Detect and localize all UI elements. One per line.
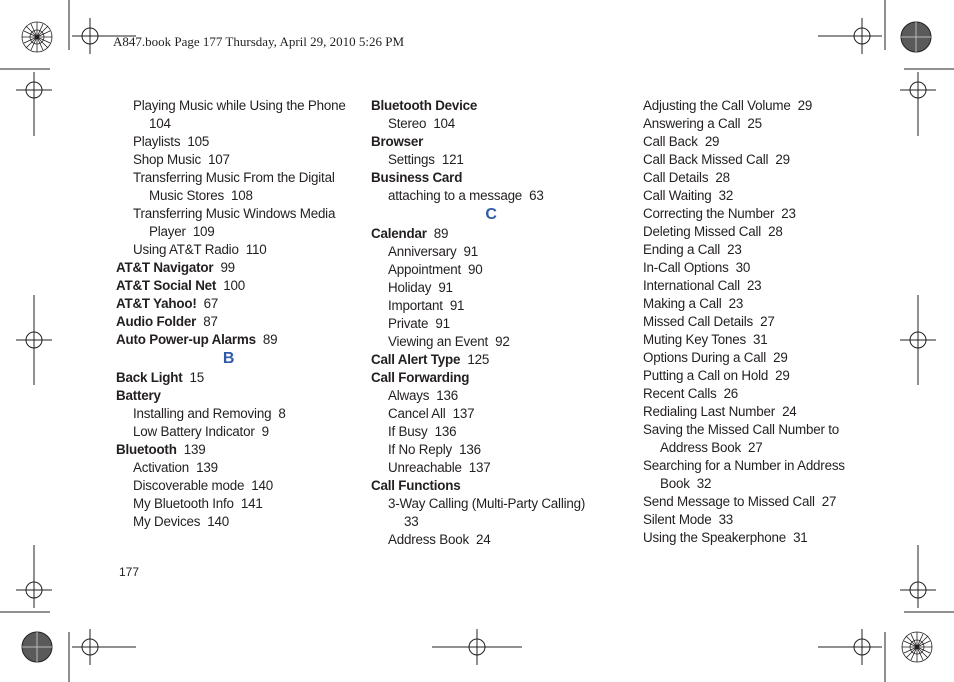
section-letter: C xyxy=(485,206,497,223)
page-number: 177 xyxy=(119,565,140,579)
index-term: Always xyxy=(388,388,430,403)
index-entry xyxy=(116,133,341,151)
index-term: Playlists xyxy=(133,134,181,149)
index-term: Book xyxy=(660,476,690,491)
index-page-ref: 67 xyxy=(203,296,219,311)
index-entry xyxy=(643,457,883,475)
index-term: Saving the Missed Call Number to xyxy=(643,422,840,437)
index-term: Recent Calls xyxy=(643,386,717,401)
index-term: Installing and Removing xyxy=(133,406,272,421)
index-entry xyxy=(643,403,883,421)
section-letter: B xyxy=(222,350,235,367)
index-term: Call Functions xyxy=(371,478,461,493)
index-page-ref: 29 xyxy=(704,134,720,149)
index-page-ref: 109 xyxy=(192,224,215,239)
index-entry xyxy=(643,385,883,403)
index-page-ref: 140 xyxy=(207,514,229,529)
index-term: Music Stores xyxy=(149,188,224,203)
index-term: Appointment xyxy=(388,262,461,277)
index-entry xyxy=(116,241,341,259)
index-term: Business Card xyxy=(371,170,463,185)
index-entry xyxy=(116,313,341,331)
index-term: Missed Call Details xyxy=(643,314,754,329)
index-term: Battery xyxy=(116,388,161,403)
index-term: AT&T Navigator xyxy=(116,260,214,275)
index-page-ref: 32 xyxy=(718,188,734,203)
index-term: Putting a Call on Hold xyxy=(643,368,769,383)
index-entry xyxy=(116,187,341,205)
index-term: Bluetooth Device xyxy=(371,98,478,113)
index-page-ref: 92 xyxy=(495,334,510,349)
index-page-ref: 23 xyxy=(727,242,742,257)
index-entry xyxy=(643,205,883,223)
index-term: Call Details xyxy=(643,170,709,185)
index-entry xyxy=(116,205,341,223)
index-page-ref: 87 xyxy=(203,314,218,329)
index-term: In-Call Options xyxy=(643,260,729,275)
index-page-ref: 121 xyxy=(441,152,464,167)
index-term: Viewing an Event xyxy=(388,334,489,349)
index-page-ref: 141 xyxy=(240,496,263,511)
index-page-ref: 31 xyxy=(753,332,768,347)
index-entry xyxy=(371,387,611,405)
index-entry xyxy=(371,495,611,513)
index-page-ref: 23 xyxy=(781,206,796,221)
index-page-ref: 9 xyxy=(261,424,269,439)
index-page-ref: 30 xyxy=(735,260,751,275)
index-term: Address Book xyxy=(660,440,741,455)
index-term: Correcting the Number xyxy=(643,206,775,221)
index-term: Anniversary xyxy=(388,244,457,259)
index-term: 33 xyxy=(404,514,419,529)
index-term: Unreachable xyxy=(388,460,462,475)
index-term: Shop Music xyxy=(133,152,201,167)
index-entry xyxy=(116,295,341,313)
index-entry xyxy=(371,225,611,243)
index-entry xyxy=(643,295,883,313)
index-term: 3-Way Calling (Multi-Party Calling) xyxy=(388,496,586,511)
index-term: Options During a Call xyxy=(643,350,767,365)
index-entry xyxy=(371,441,611,459)
index-entry xyxy=(371,151,611,169)
index-entry xyxy=(643,277,883,295)
index-entry xyxy=(371,315,611,333)
index-page-ref: 27 xyxy=(760,314,775,329)
index-entry xyxy=(643,421,883,439)
index-term: Browser xyxy=(371,134,424,149)
index-term: Stereo xyxy=(388,116,427,131)
index-entry xyxy=(643,529,883,547)
index-page-ref: 104 xyxy=(433,116,456,131)
index-entry xyxy=(116,513,341,531)
index-column-3 xyxy=(643,97,883,547)
index-term: Transferring Music Windows Media xyxy=(133,206,336,221)
index-page-ref: 136 xyxy=(434,424,457,439)
index-page-ref: 32 xyxy=(696,476,712,491)
index-page-ref: 91 xyxy=(438,280,453,295)
index-term: Discoverable mode xyxy=(133,478,245,493)
index-entry xyxy=(116,97,346,115)
index-entry xyxy=(643,475,883,493)
index-entry xyxy=(116,169,341,187)
index-entry xyxy=(643,493,883,511)
index-page-ref: 23 xyxy=(728,296,744,311)
index-page-ref: 107 xyxy=(208,152,230,167)
index-term: AT&T Social Net xyxy=(116,278,217,293)
index-term: Using the Speakerphone xyxy=(643,530,787,545)
index-entry xyxy=(371,169,611,187)
index-term: Address Book xyxy=(388,532,469,547)
index-page-ref: 139 xyxy=(183,442,206,457)
index-term: My Bluetooth Info xyxy=(133,496,234,511)
index-page-ref: 31 xyxy=(793,530,808,545)
index-entry xyxy=(371,115,611,133)
index-term: If Busy xyxy=(388,424,428,439)
index-page-ref: 25 xyxy=(747,116,762,131)
index-term: Transferring Music From the Digital xyxy=(133,170,335,185)
index-term: Searching for a Number in Address xyxy=(643,458,845,473)
index-term: Low Battery Indicator xyxy=(133,424,255,439)
index-page-ref: 24 xyxy=(782,404,797,419)
index-entry xyxy=(116,387,341,405)
index-term: Call Forwarding xyxy=(371,370,470,385)
index-page-ref: 137 xyxy=(452,406,475,421)
index-page-ref: 26 xyxy=(723,386,739,401)
index-entry xyxy=(371,97,611,115)
index-term: Silent Mode xyxy=(643,512,712,527)
index-page-ref: 29 xyxy=(775,152,790,167)
index-term: Call Waiting xyxy=(643,188,712,203)
index-entry xyxy=(643,133,883,151)
index-entry xyxy=(116,495,341,513)
index-term: If No Reply xyxy=(388,442,453,457)
index-page-ref: 90 xyxy=(468,262,483,277)
index-entry xyxy=(371,261,611,279)
index-page-ref: 91 xyxy=(463,244,479,259)
index-entry xyxy=(371,351,611,369)
index-entry xyxy=(371,187,611,205)
index-term: Holiday xyxy=(388,280,432,295)
index-entry xyxy=(643,169,883,187)
index-term: Answering a Call xyxy=(643,116,741,131)
index-term: Private xyxy=(388,316,429,331)
index-term: Making a Call xyxy=(643,296,722,311)
index-page-ref: 29 xyxy=(773,350,788,365)
index-page-ref: 28 xyxy=(768,224,783,239)
index-entry xyxy=(116,459,341,477)
index-entry xyxy=(116,405,341,423)
index-page-ref: 29 xyxy=(797,98,813,113)
index-term: Deleting Missed Call xyxy=(643,224,762,239)
index-column-2 xyxy=(371,97,611,549)
index-term: Audio Folder xyxy=(116,314,197,329)
index-page-ref: 110 xyxy=(245,242,267,257)
index-entry xyxy=(116,477,341,495)
index-column-1 xyxy=(116,97,346,531)
index-term: Adjusting the Call Volume xyxy=(643,98,791,113)
index-term: Activation xyxy=(133,460,190,475)
index-term: My Devices xyxy=(133,514,201,529)
index-entry xyxy=(116,259,341,277)
index-term: Redialing Last Number xyxy=(643,404,776,419)
index-page-ref: 24 xyxy=(476,532,491,547)
index-entry xyxy=(371,297,611,315)
index-entry xyxy=(116,115,341,133)
index-entry xyxy=(116,441,341,459)
index-entry xyxy=(643,259,883,277)
index-page-ref: 91 xyxy=(449,298,465,313)
index-entry xyxy=(116,331,341,349)
index-term: Bluetooth xyxy=(116,442,177,457)
index-page-ref: 136 xyxy=(436,388,459,403)
index-term: International Call xyxy=(643,278,740,293)
index-entry xyxy=(371,459,611,477)
index-page-ref: 139 xyxy=(196,460,218,475)
index-entry xyxy=(643,349,883,367)
index-page-ref: 27 xyxy=(748,440,763,455)
index-entry xyxy=(643,331,883,349)
index-entry xyxy=(116,369,341,387)
index-term: Call Back xyxy=(643,134,698,149)
index-term: Using AT&T Radio xyxy=(133,242,239,257)
index-page-ref: 91 xyxy=(435,316,450,331)
index-page-ref: 8 xyxy=(278,406,286,421)
index-term: attaching to a message xyxy=(388,188,523,203)
index-page-ref: 23 xyxy=(746,278,762,293)
index-page-ref: 125 xyxy=(467,352,490,367)
index-entry xyxy=(643,313,883,331)
index-term: Cancel All xyxy=(388,406,446,421)
index-term: Muting Key Tones xyxy=(643,332,746,347)
index-page-ref: 140 xyxy=(251,478,274,493)
index-entry xyxy=(371,531,611,549)
index-term: Player xyxy=(149,224,186,239)
index-term: Back Light xyxy=(116,370,183,385)
index-term: Settings xyxy=(388,152,435,167)
index-entry xyxy=(643,187,883,205)
index-page-ref: 15 xyxy=(189,370,204,385)
index-entry xyxy=(371,477,611,495)
index-term: 104 xyxy=(149,116,171,131)
index-page-ref: 137 xyxy=(468,460,491,475)
index-entry xyxy=(643,223,883,241)
index-term: Auto Power-up Alarms xyxy=(116,332,256,347)
index-entry xyxy=(116,223,341,241)
index-page-ref: 108 xyxy=(231,188,253,203)
index-term: Send Message to Missed Call xyxy=(643,494,815,509)
index-entry xyxy=(643,97,883,115)
index-term: Ending a Call xyxy=(643,242,721,257)
index-entry xyxy=(371,133,611,151)
index-entry xyxy=(371,333,611,351)
index-entry xyxy=(116,151,341,169)
index-term: Playing Music while Using the Phone xyxy=(133,98,346,113)
index-term: AT&T Yahoo! xyxy=(116,296,197,311)
index-entry xyxy=(643,241,883,259)
index-page-ref: 89 xyxy=(433,226,449,241)
index-page-ref: 89 xyxy=(262,332,278,347)
index-entry xyxy=(371,405,611,423)
index-term: Call Alert Type xyxy=(371,352,461,367)
index-entry xyxy=(116,277,341,295)
index-entry xyxy=(371,423,611,441)
index-entry xyxy=(371,279,611,297)
index-entry xyxy=(371,369,611,387)
index-page-ref: 27 xyxy=(821,494,837,509)
index-entry xyxy=(643,367,883,385)
index-page-ref: 99 xyxy=(220,260,235,275)
index-entry xyxy=(371,243,611,261)
index-page-ref: 28 xyxy=(715,170,730,185)
index-entry xyxy=(643,115,883,133)
index-term: Important xyxy=(388,298,443,313)
index-page-ref: 100 xyxy=(223,278,245,293)
index-page-ref: 105 xyxy=(187,134,210,149)
index-entry xyxy=(643,511,883,529)
file-header: A847.book Page 177 Thursday, April 29, 2010 5:26 PM xyxy=(113,34,405,49)
index-page-ref: 33 xyxy=(718,512,734,527)
index-term: Call Back Missed Call xyxy=(643,152,769,167)
index-page-ref: 29 xyxy=(775,368,790,383)
index-page-ref: 136 xyxy=(459,442,481,457)
index-entry xyxy=(643,151,883,169)
index-entry xyxy=(371,513,611,531)
index-entry xyxy=(116,423,341,441)
index-page-ref: 63 xyxy=(529,188,544,203)
index-entry xyxy=(643,439,883,457)
index-term: Calendar xyxy=(371,226,427,241)
